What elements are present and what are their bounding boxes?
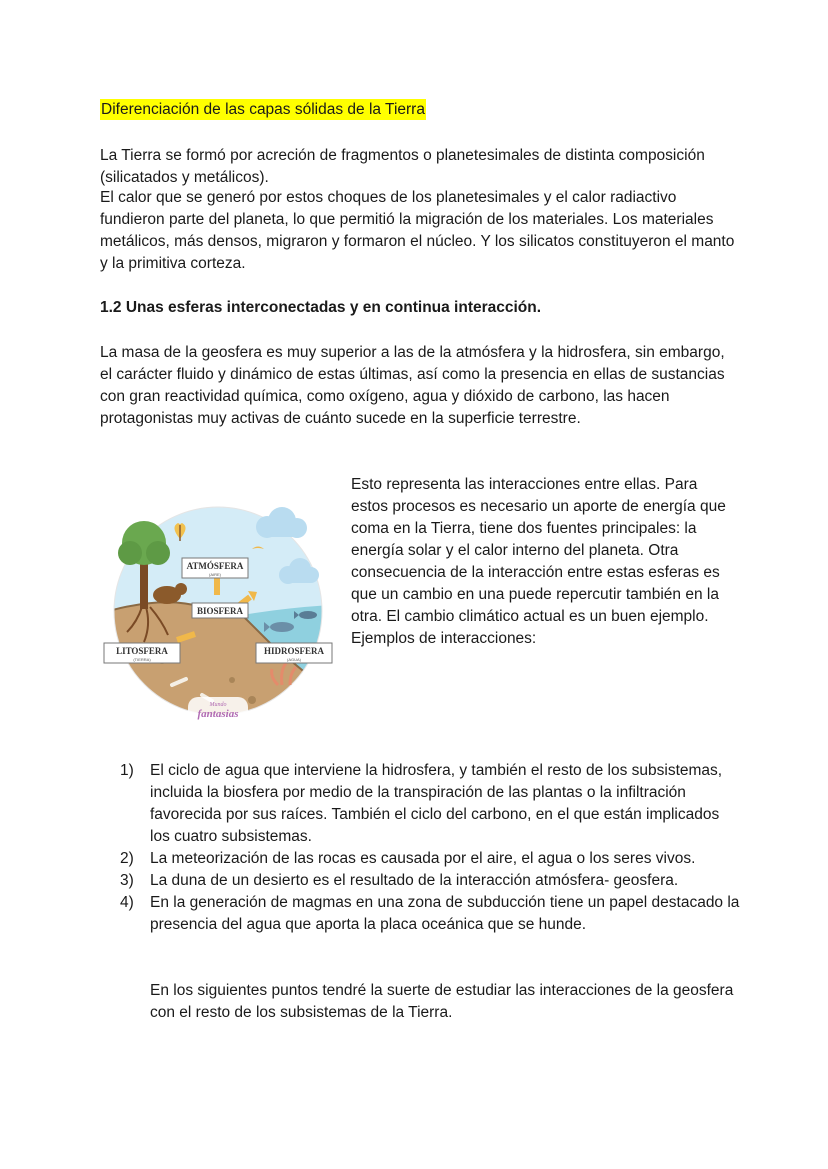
list-item (120, 892, 740, 936)
earth-spheres-illustration (102, 495, 334, 727)
closing-paragraph: En los siguientes puntos tendré la suerte de estudiar las interacciones de la geosfera con el resto de los subsistemas de la Tierra. (150, 982, 734, 1021)
list-number: 2) (120, 850, 134, 867)
svg-text:HIDROSFERA: HIDROSFERA (263, 646, 325, 656)
svg-text:ATMÓSFERA: ATMÓSFERA (186, 561, 244, 571)
svg-text:fantasias: fantasias (197, 708, 239, 720)
highlighted-title: Diferenciación de las capas sólidas de la Tierra (101, 101, 425, 118)
section-heading: 1.2 Unas esferas interconectadas y en continua interacción. (100, 299, 542, 316)
list-item (120, 848, 740, 870)
svg-text:LITOSFERA: LITOSFERA (116, 646, 168, 656)
list-text: En la generación de magmas en una zona de subducción tiene un papel destacado la presencia del agua que aporta la placa oceánica que se hunde. (150, 894, 740, 933)
list-text: La meteorización de las rocas es causada por el aire, el agua o los seres vivos. (150, 850, 696, 867)
cloud-icon (256, 507, 307, 538)
list-item (120, 760, 740, 848)
svg-text:(AGUA): (AGUA) (287, 657, 301, 662)
label-biosfera (192, 603, 248, 618)
svg-text:(TIERRA): (TIERRA) (133, 657, 151, 662)
label-litosfera (104, 643, 180, 663)
watermark-logo (188, 697, 248, 721)
list-number: 3) (120, 872, 134, 889)
paragraph-interactions: Esto representa las interacciones entre ellas. Para estos procesos es necesario un aporte de energía que coma en la Tierra, tiene dos fuentes principales: la energía solar y el calor interno del planeta. Otra consecuencia de la interacción entre estas esferas es que un cambio en una puede repercutir también en la otra. El cambio climático actual es un buen ejemplo. Ejemplos de interacciones: (351, 476, 726, 647)
list-item (120, 870, 740, 892)
spheres-diagram (102, 495, 334, 727)
list-text: La duna de un desierto es el resultado de la interacción atmósfera- geosfera. (150, 872, 679, 889)
list-number: 4) (120, 894, 134, 911)
label-atmosfera (182, 558, 248, 578)
examples-list (120, 760, 740, 936)
svg-text:BIOSFERA: BIOSFERA (196, 606, 244, 616)
paragraph-heat: El calor que se generó por estos choques de los planetesimales y el calor radiactivo fundieron parte del planeta, lo que permitió la migración de los materiales. Los materiales metálicos, más densos, migraron y formaron el núcleo. Y los silicatos constituyeron el manto y la primitiva corteza. (100, 189, 735, 272)
list-text: El ciclo de agua que interviene la hidrosfera, y también el resto de los subsistemas, incluida la biosfera por medio de la transpiración de las plantas o la infiltración favorecida por sus raíces. También el ciclo del carbono, en el que están implicados los cuatro subsistemas. (150, 762, 723, 845)
paragraph-formation: La Tierra se formó por acreción de fragmentos o planetesimales de distinta composición (silicatados y metálicos). (100, 147, 705, 186)
svg-text:(AIRE): (AIRE) (209, 572, 221, 577)
label-hidrosfera (256, 643, 332, 663)
paragraph-geosphere-mass: La masa de la geosfera es muy superior a las de la atmósfera y la hidrosfera, sin embargo, el carácter fluido y dinámico de estas últimas, así como la presencia en ellas de sustancias con gran reactividad química, como oxígeno, agua y dióxido de carbono, las hacen protagonistas muy activas de cuánto sucede en la superficie terrestre. (100, 344, 725, 427)
svg-text:Mundo: Mundo (209, 702, 227, 708)
list-number: 1) (120, 762, 134, 779)
